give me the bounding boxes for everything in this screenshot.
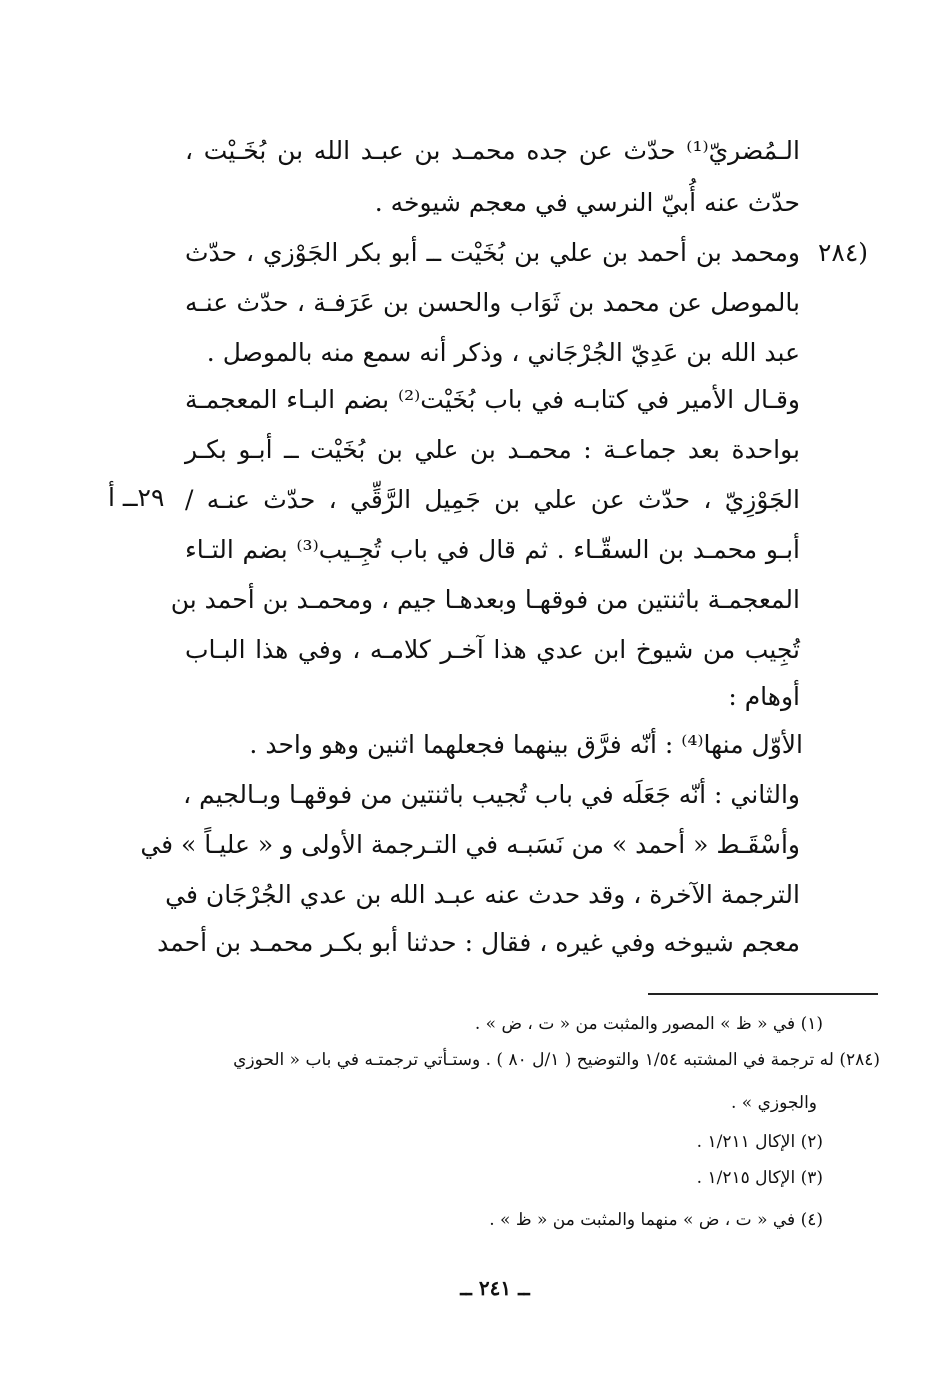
margin-folio-ref: ٢٩ــ أ bbox=[108, 483, 165, 512]
body-line-6: وقـال الأمير في كتابـه في باب بُخَيْت⁽²⁾ بضم البـاء المعجمـة bbox=[185, 385, 800, 414]
body-line-1: الـمُضريّ⁽¹⁾ حدّث عن جده محمـد بن عبـد الله بن بُخَـيْت ، bbox=[185, 136, 800, 165]
body-line-9: أبـو محمـد بن السقّـاء . ثم قال في باب تُجِـيب⁽³⁾ بضم التـاء bbox=[185, 535, 800, 564]
footnote-1: (١) في « ظ » المصور والمثبت من « ت ، ض » . bbox=[474, 1014, 823, 1034]
footnote-4: (٤) في « ت ، ض » منهما والمثبت من « ظ » . bbox=[489, 1210, 823, 1230]
footnote-2: (٢) الإكال ١/٢١١ . bbox=[696, 1132, 823, 1152]
body-line-14: والثاني : أنّه جَعَلَه في باب تُجيب باثنتين من فوقهـا وبـالجيم ، bbox=[183, 780, 800, 809]
entry-number: (٢٨٤ bbox=[818, 238, 869, 267]
body-line-5: عبد الله بن عَدِيّ الجُرْجَاني ، وذكر أنه سمع منه بالموصل . bbox=[206, 338, 800, 367]
footnote-entry-284-cont: والجوزي » . bbox=[731, 1093, 817, 1113]
body-line-15: وأسْقَـط « أحمد » من نَسَبـه في التـرجمة الأولى و « عليـاً » في bbox=[140, 830, 800, 859]
body-line-3: ومحمد بن أحمد بن علي بن بُخَيْت ــ أبو بكر الجَوْزي ، حدّث bbox=[185, 238, 800, 267]
body-line-7: بواحدة بعد جماعـة : محمـد بن علي بن بُخَيْت ــ أبـو بكـر bbox=[185, 435, 800, 464]
footnote-3: (٣) الإكال ١/٢١٥ . bbox=[696, 1168, 823, 1188]
body-line-17: معجم شيوخه وفي غيره ، فقال : حدثنا أبو بكـر محمـد بن أحمد bbox=[157, 928, 800, 957]
footnote-entry-284: (٢٨٤) له ترجمة في المشتبه ١/٥٤ والتوضيح ( ١/ل ٨٠ ) . وستـأتي ترجمتـه في باب « الحوزي bbox=[233, 1050, 880, 1070]
body-line-8: الجَوْزِيّ ، حدّث عن علي بن جَمِيل الرَّقِّي ، حدّث عنـه / bbox=[185, 485, 800, 514]
page-number: ــ ٢٤١ ــ bbox=[460, 1276, 530, 1300]
footnote-separator bbox=[648, 993, 878, 995]
body-line-11: تُجِيب من شيوخ ابن عدي هذا آخـر كلامـه ، وفي هذا البـاب bbox=[185, 635, 800, 664]
body-line-2: حدّث عنه أُبيّ النرسي في معجم شيوخه . bbox=[374, 188, 800, 217]
body-line-4: بالموصل عن محمد بن ثَوَاب والحسن بن عَرَفـة ، حدّث عنـه bbox=[185, 288, 800, 317]
body-line-10: المعجمـة باثنتين من فوقهـا وبعدهـا جيم ، ومحمـد بن أحمد بن bbox=[170, 585, 800, 614]
body-line-12: أوهام : bbox=[728, 682, 800, 711]
body-line-13: الأوّل منها⁽⁴⁾ : أنّه فرَّق بينهما فجعلهما اثنين وهو واحد . bbox=[249, 730, 803, 759]
body-line-16: الترجمة الآخرة ، وقد حدث عنه عبـد الله بن عدي الجُرْجَان في bbox=[165, 880, 800, 909]
